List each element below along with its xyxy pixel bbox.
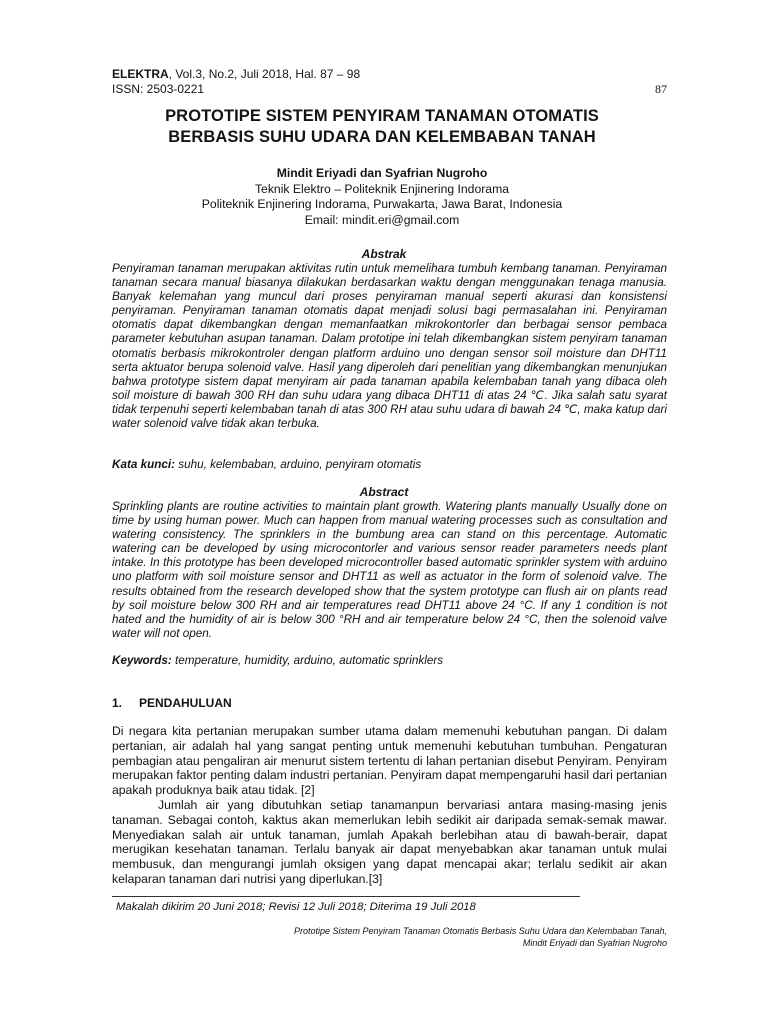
kata-kunci-label: Kata kunci: [112, 458, 175, 471]
footnote-divider [112, 896, 580, 897]
kata-kunci [112, 458, 667, 471]
running-footer [207, 925, 667, 949]
paragraph-2: Jumlah air yang dibutuhkan setiap tanamanpun bervariasi antara masing-masing jenis tanaman. Sebagai contoh, kaktus akan memerlukan lebih sedikit air daripada semak-semak mawar. Menyediakan salah air untuk tanaman, jumlah Apakah berlebihan atau di bawah-berair, dapat merugikan kesehatan tanaman. Terlalu banyak air dapat menyebabkan akar tanaman untuk mulai membusuk, dan mengurangi jumlah oksigen yang dapat mencapai akar; terlalu sedikit air akan kelaparan tanaman dari nutrisi yang diperlukan.[3] [112, 797, 667, 886]
submission-note: Makalah dikirim 20 Juni 2018; Revisi 12 Juli 2018; Diterima 19 Juli 2018 [116, 901, 476, 913]
abstract-text: Sprinkling plants are routine activities to maintain plant growth. Watering plants manually Usually done on time by using human power. Much can happen from manual watering processes such as consultation and watering consistency. The sprinklers in the bumbung area can stand on this percentage. Automatic watering can be developed by using microcontorler and various sensor reader parameters needs plant intake. In this prototype has been developed microcontroller based automatic sprinkler system with arduino uno platform with soil moisture sensor and DHT11 as well as actuator in the form of solenoid valve. The results obtained from the research developed show that the system prototype can flush air on plants read by soil moisture below 300 RH and air temperatures read DHT11 above 24 °C. If any 1 condition is not hated and the humidity of air is below 300 °RH and air temperature below 24 °C, then the solenoid valve water will not open. [112, 500, 667, 640]
issn: ISSN: 2503-0221 [112, 82, 205, 96]
footer-authors: Mindit Eriyadi dan Syafrian Nugroho [522, 938, 667, 948]
journal-citation: , Vol.3, No.2, Juli 2018, Hal. 87 – 98 [168, 67, 361, 81]
title-line-2: BERBASIS SUHU UDARA DAN KELEMBABAN TANAH [168, 128, 596, 146]
paper-title [108, 106, 656, 148]
paragraph-1: Di negara kita pertanian merupakan sumber utama dalam memenuhi kebutuhan pangan. Di dalam pertanian, air adalah hal yang sangat penting untuk memenuhi kebutuhan tumbuhan. Pengaturan pembagian atau pengaliran air menurut sistem tertentu di lahan pertanian disebut Penyiram. Penyiram merupakan faktor penting dalam industri pertanian. Penyiram dapat mempengaruhi hasil dari pertanian apakah produknya baik atau tidak. [2] [112, 724, 667, 798]
journal-header [112, 67, 360, 97]
journal-name: ELEKTRA [112, 67, 169, 81]
author-address: Politeknik Enjinering Indorama, Purwakarta, Jawa Barat, Indonesia [201, 197, 563, 211]
footer-title: Prototipe Sistem Penyiram Tanaman Otomatis Berbasis Suhu Udara dan Kelembaban Tanah, [293, 926, 667, 936]
kata-kunci-text: suhu, kelembaban, arduino, penyiram otomatis [175, 458, 422, 471]
keywords [112, 654, 667, 667]
section-heading [112, 696, 232, 710]
author-names: Mindit Eriyadi dan Syafrian Nugroho [276, 166, 488, 180]
section-title: PENDAHULUAN [139, 696, 232, 710]
abstrak-heading: Abstrak [361, 247, 407, 261]
author-email: Email: mindit.eri@gmail.com [304, 212, 460, 227]
section-body [112, 724, 667, 887]
author-dept: Teknik Elektro – Politeknik Enjinering Indorama [254, 181, 510, 196]
abstrak-text: Penyiraman tanaman merupakan aktivitas rutin untuk memelihara tumbuh kembang tanaman. Penyiraman tanaman secara manual biasanya dilakukan berdasarkan waktu dengan menggunakan tenaga manusia. Banyak kelemahan yang muncul dari proses penyiraman manual seperti akurasi dan konsistensi penyiraman. Penyiraman tanaman otomatis dapat menjadi solusi bagi permasalahan ini. Penyiraman otomatis dapat dikembangkan dengan memanfaatkan mikrokontorler dan berbagai sensor pembaca parameter kebutuhan asupan tanaman. Dalam prototipe ini telah dikembangkan sistem penyiram tanaman otomatis berbasis mikrokontroler dengan platform arduino uno dengan sensor soil moisture dan DHT11 serta aktuator berupa solenoid valve. Hasil yang diperoleh dari penelitian yang dikembangkan menunjukan bahwa prototype sistem dapat menyiram air pada tanaman apabila kelembaban tanah yang dibaca oleh soil moisture di bawah 300 RH dan suhu udara yang dibaca DHT11 di atas 24 ℃. Jika salah satu syarat tidak terpenuhi seperti kelembaban tanah di atas 300 RH atau suhu udara di bawah 24 ℃, maka katup dari water solenoid valve tidak akan terbuka. [112, 262, 667, 431]
page-number: 87 [655, 82, 667, 96]
keywords-label: Keywords: [112, 654, 172, 667]
section-number: 1. [112, 696, 123, 710]
abstract-heading: Abstract [359, 485, 409, 499]
title-line-1: PROTOTIPE SISTEM PENYIRAM TANAMAN OTOMATIS [165, 107, 599, 125]
author-block [108, 166, 656, 228]
keywords-text: temperature, humidity, arduino, automatic sprinklers [171, 654, 444, 667]
